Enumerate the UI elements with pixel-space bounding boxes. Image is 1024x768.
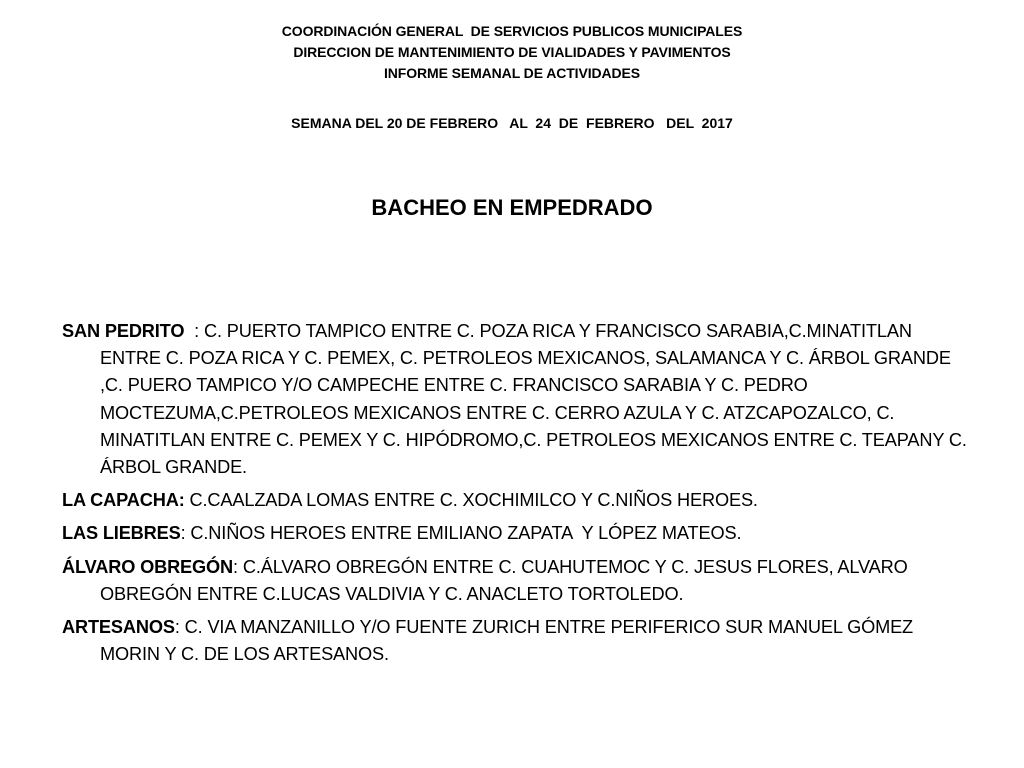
- colony-streets: C. PUERTO TAMPICO ENTRE C. POZA RICA Y FRANCISCO SARABIA,C.MINATITLAN ENTRE C. POZA RICA Y C. PEMEX, C. PETROLEOS MEXICANOS, SALAMANCA Y C. ÁRBOL GRANDE ,C. PUERO TAMPICO Y/O CAMPECHE ENTRE C. FRANCISCO SARABIA Y C. PEDRO MOCTEZUMA,C.PETROLEOS MEXICANOS ENTRE C. CERRO AZULA Y C. ATZCAPOZALCO, C. MINATITLAN ENTRE C. PEMEX Y C. HIPÓDROMO,C. PETROLEOS MEXICANOS ENTRE C. TEAPANY C. ÁRBOL GRANDE.: [100, 321, 972, 478]
- colony-streets: C.CAALZADA LOMAS ENTRE C. XOCHIMILCO Y C.NIÑOS HEROES.: [189, 490, 758, 511]
- colony-separator: :: [184, 321, 204, 341]
- colony-name: SAN PEDRITO: [62, 321, 185, 341]
- header-direction-title: DIRECCION DE MANTENIMIENTO DE VIALIDADES Y PAVIMENTOS: [293, 44, 731, 60]
- header-coordination-title: COORDINACIÓN GENERAL DE SERVICIOS PUBLICOS MUNICIPALES: [281, 23, 743, 39]
- list-item: [62, 614, 967, 668]
- list-item: [62, 520, 967, 547]
- colony-streets: C.NIÑOS HEROES ENTRE EMILIANO ZAPATA Y LÓPEZ MATEOS.: [190, 523, 742, 544]
- colony-name: LA CAPACHA:: [62, 490, 185, 511]
- colony-separator: :: [174, 617, 185, 638]
- list-item: [62, 554, 967, 608]
- list-item: [62, 487, 967, 514]
- report-header: [0, 21, 1024, 84]
- colony-separator: :: [233, 556, 243, 577]
- header-report-title: INFORME SEMANAL DE ACTIVIDADES: [383, 65, 640, 81]
- colony-streets: C.ÁLVARO OBREGÓN ENTRE C. CUAHUTEMOC Y C. JESUS FLORES, ALVARO OBREGÓN ENTRE C.LUCAS VALDIVIA Y C. ANACLETO TORTOLEDO.: [100, 556, 913, 604]
- activity-list: [62, 318, 972, 674]
- section-title: BACHEO EN EMPEDRADO: [371, 195, 653, 220]
- colony-name: ARTESANOS: [62, 617, 175, 638]
- colony-name: ÁLVARO OBREGÓN: [62, 556, 234, 577]
- colony-name: LAS LIEBRES: [62, 523, 181, 544]
- report-week: SEMANA DEL 20 DE FEBRERO AL 24 DE FEBRERO DEL 2017: [291, 115, 733, 131]
- list-item: [62, 318, 972, 481]
- colony-separator: :: [180, 523, 191, 544]
- colony-streets: C. VIA MANZANILLO Y/O FUENTE ZURICH ENTRE PERIFERICO SUR MANUEL GÓMEZ MORIN Y C. DE LOS ARTESANOS.: [100, 617, 918, 665]
